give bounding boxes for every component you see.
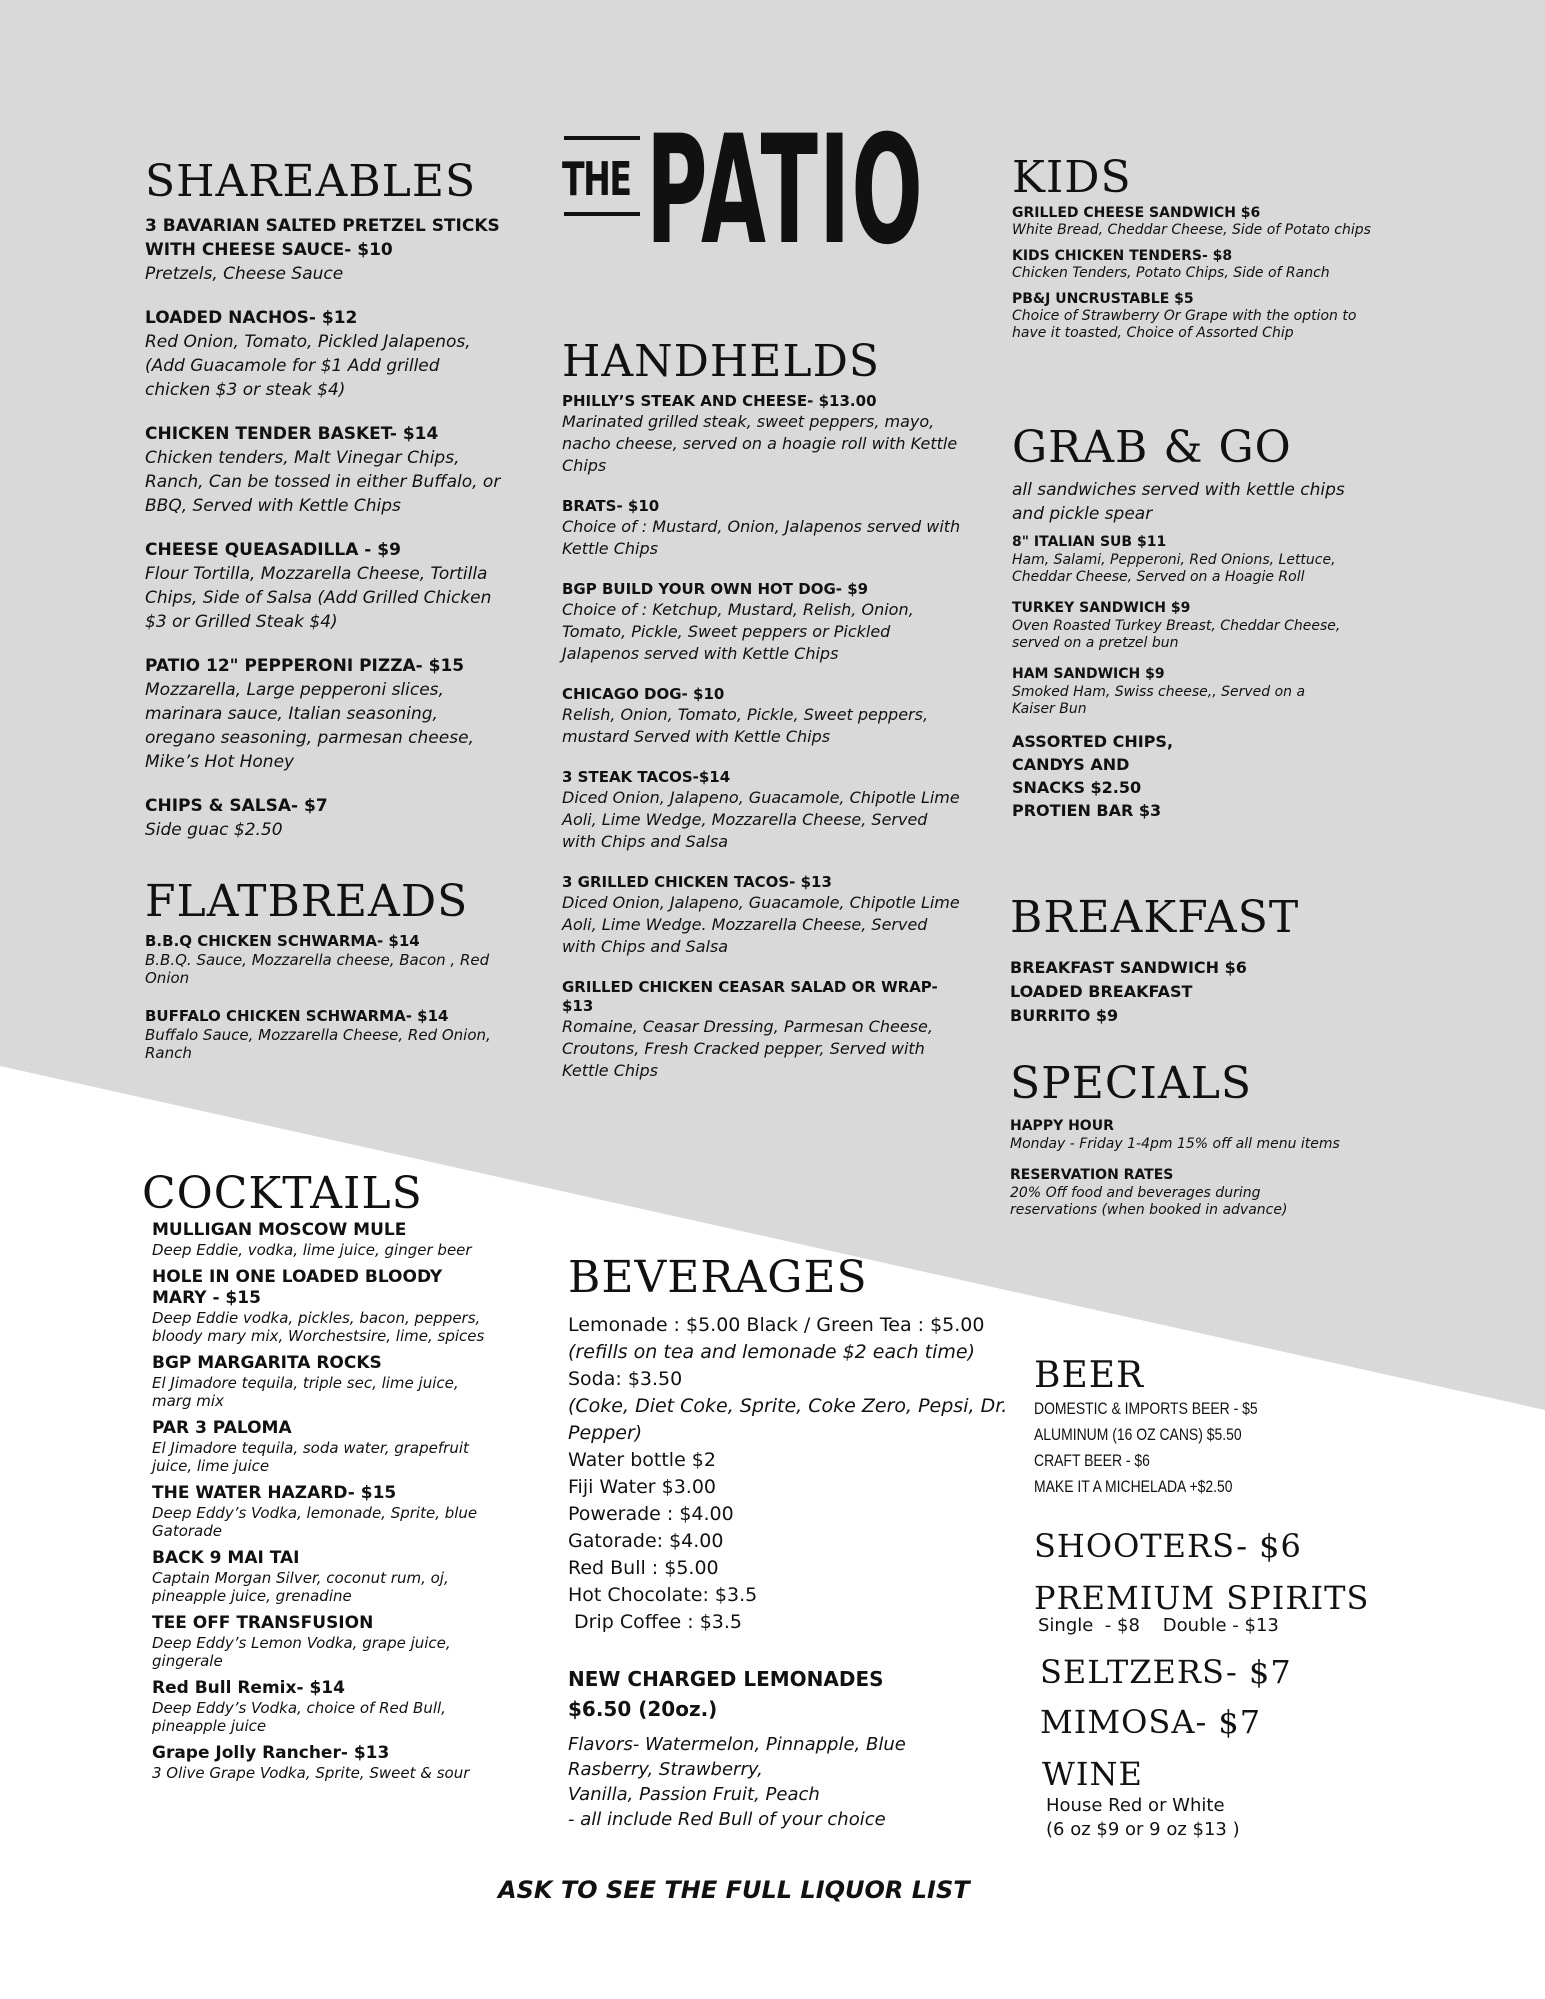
handhelds-item-title: 3 STEAK TACOS-$14 [562,768,731,786]
handhelds-list [562,392,962,1082]
cocktails-item-desc: El Jimadore tequila, triple sec, lime juice, marg mix [152,1374,459,1410]
shareables-item-title: PATIO 12" PEPPERONI PIZZA- $15 [145,656,465,676]
specials-item [1010,1116,1350,1153]
breakfast-line: BREAKFAST SANDWICH $6 [1010,958,1247,977]
seltzers-heading: SELTZERS- $7 [1040,1653,1292,1691]
flatbreads-item [145,932,525,987]
shareables-heading: SHAREABLES [145,156,477,207]
shareables-item-desc: Chicken tenders, Malt Vinegar Chips, Ranch, Can be tossed in either Buffalo, or BBQ, Served with Kettle Chips [145,448,501,516]
shareables-item [145,538,505,634]
shareables-item-desc: Red Onion, Tomato, Pickled Jalapenos, (Add Guacamole for $1 Add grilled chicken $3 or steak $4) [145,332,471,400]
wine-heading: WINE [1042,1755,1143,1793]
handhelds-item [562,580,962,665]
cocktails-item-title: TEE OFF TRANSFUSION [152,1613,374,1633]
beverage-line: Hot Chocolate: $3.5 [568,1584,758,1606]
grab-go-snack-line: PROTIEN BAR $3 [1012,801,1162,820]
beverage-line: Gatorade: $4.00 [568,1530,724,1552]
grab-go-item-desc: Ham, Salami, Pepperoni, Red Onions, Lettuce, Cheddar Cheese, Served on a Hoagie Roll [1012,552,1336,585]
grab-go-section [1012,422,1352,822]
shareables-item [145,422,505,518]
beer-line: DOMESTIC & IMPORTS BEER - $5 [1034,1399,1258,1418]
premium-spirits-heading: PREMIUM SPIRITS [1034,1579,1370,1617]
kids-item-desc: White Bread, Cheddar Cheese, Side of Potato chips [1012,222,1371,238]
cocktails-item-desc: El Jimadore tequila, soda water, grapefruit juice, lime juice [152,1439,469,1475]
beverage-line: Water bottle $2 [568,1449,716,1471]
flatbreads-section [145,876,525,1082]
specials-item [1010,1165,1350,1219]
shareables-item-title: CHEESE QUEASADILLA - $9 [145,540,401,560]
beer-line: MAKE IT A MICHELADA +$2.50 [1034,1477,1233,1496]
grab-go-item-title: HAM SANDWICH $9 [1012,666,1165,682]
flatbreads-item-title: B.B.Q CHICKEN SCHWARMA- $14 [145,932,420,950]
cocktails-item [152,1548,502,1605]
cocktails-item-title: PAR 3 PALOMA [152,1418,292,1438]
cocktails-item [152,1483,502,1540]
premium-spirits-prices: Single - $8 Double - $13 [1038,1615,1279,1636]
beer-line: CRAFT BEER - $6 [1034,1451,1150,1470]
handhelds-item [562,768,962,853]
wine-desc-2: (6 oz $9 or 9 oz $13 ) [1046,1819,1240,1840]
grab-go-item-title: TURKEY SANDWICH $9 [1012,600,1191,616]
kids-list [1012,204,1372,342]
flatbreads-list [145,932,525,1062]
shareables-item-desc: Flour Tortilla, Mozzarella Cheese, Tortilla Chips, Side of Salsa (Add Grilled Chicken $3 or Grilled Steak $4) [145,564,492,632]
grab-go-item-desc: Oven Roasted Turkey Breast, Cheddar Cheese, served on a pretzel bun [1012,618,1341,651]
flatbreads-item-title: BUFFALO CHICKEN SCHWARMA- $14 [145,1007,449,1025]
shareables-item-title: CHICKEN TENDER BASKET- $14 [145,424,439,444]
kids-item-title: GRILLED CHEESE SANDWICH $6 [1012,205,1261,221]
beverage-line: Drip Coffee : $3.5 [568,1611,743,1633]
cocktails-list [142,1220,502,1782]
beer-lines [1034,1396,1414,1500]
handhelds-heading: HANDHELDS [562,336,881,387]
handhelds-item [562,873,962,958]
beverage-line: Lemonade : $5.00 Black / Green Tea : $5.00 [568,1314,985,1336]
specials-list [1010,1116,1350,1219]
grab-go-item [1012,532,1352,586]
logo-bar-bottom [564,212,640,216]
charged-lemonades-title: NEW CHARGED LEMONADES $6.50 (20oz.) [568,1667,884,1721]
handhelds-item-title: PHILLY’S STEAK AND CHEESE- $13.00 [562,392,877,410]
cocktails-item [152,1267,502,1345]
beverage-line: Red Bull : $5.00 [568,1557,719,1579]
specials-item-desc: 20% Off food and beverages during reservations (when booked in advance) [1010,1185,1288,1218]
specials-item-title: RESERVATION RATES [1010,1167,1174,1183]
grab-go-item-title: 8" ITALIAN SUB $11 [1012,534,1167,550]
handhelds-section [562,336,962,1102]
grab-go-item-desc: Smoked Ham, Swiss cheese,, Served on a Kaiser Bun [1012,684,1306,717]
beer-line: ALUMINUM (16 OZ CANS) $5.50 [1034,1425,1242,1444]
handhelds-item-title: BRATS- $10 [562,497,660,515]
grab-go-intro: all sandwiches served with kettle chips and pickle spear [1012,480,1345,524]
cocktails-item-title: Grape Jolly Rancher- $13 [152,1743,390,1763]
cocktails-item-title: BACK 9 MAI TAI [152,1548,300,1568]
kids-item [1012,290,1372,342]
handhelds-item-desc: Diced Onion, Jalapeno, Guacamole, Chipotle Lime Aoli, Lime Wedge, Mozzarella Cheese, Served with Chips and Salsa [562,788,960,851]
flatbreads-item [145,1007,525,1062]
shareables-item [145,794,505,842]
specials-item-desc: Monday - Friday 1-4pm 15% off all menu items [1010,1136,1340,1152]
cocktails-heading: COCKTAILS [142,1168,423,1219]
handhelds-item-title: CHICAGO DOG- $10 [562,685,725,703]
charged-desc-line: Flavors- Watermelon, Pinnapple, Blue [568,1734,906,1755]
kids-section [1012,152,1372,350]
breakfast-heading: BREAKFAST [1010,892,1300,943]
beverage-line: Soda: $3.50 [568,1368,683,1390]
shareables-section [145,156,505,862]
shareables-item-title: 3 BAVARIAN SALTED PRETZEL STICKS WITH CHEESE SAUCE- $10 [145,216,500,260]
cocktails-item-title: BGP MARGARITA ROCKS [152,1353,382,1373]
breakfast-section [1010,892,1370,1028]
grab-go-snack-line: SNACKS $2.50 [1012,778,1142,797]
cocktails-item [152,1418,502,1475]
shareables-item-title: CHIPS & SALSA- $7 [145,796,328,816]
grab-go-snack-line: CANDYS AND [1012,755,1130,774]
beverage-line: (refills on tea and lemonade $2 each time) [568,1341,975,1363]
cocktails-item-desc: Deep Eddy’s Vodka, lemonade, Sprite, blue Gatorade [152,1504,478,1540]
cocktails-item [152,1220,502,1259]
kids-item-title: KIDS CHICKEN TENDERS- $8 [1012,248,1233,264]
logo-bar-top [564,136,640,140]
specials-section [1010,1058,1350,1231]
shareables-item [145,306,505,402]
flatbreads-item-desc: Buffalo Sauce, Mozzarella Cheese, Red Onion, Ranch [145,1026,491,1062]
grab-go-heading: GRAB & GO [1012,422,1292,473]
handhelds-item [562,497,962,560]
cocktails-item-title: THE WATER HAZARD- $15 [152,1483,397,1503]
kids-item-desc: Chicken Tenders, Potato Chips, Side of Ranch [1012,265,1330,281]
kids-item-title: PB&J UNCRUSTABLE $5 [1012,291,1194,307]
charged-desc-line: - all include Red Bull of your choice [568,1809,886,1830]
cocktails-item [152,1743,502,1782]
footer-liquor-list: ASK TO SEE THE FULL LIQUOR LIST [498,1876,970,1904]
shareables-item-title: LOADED NACHOS- $12 [145,308,358,328]
shareables-list [145,214,505,842]
beverage-line: Fiji Water $3.00 [568,1476,717,1498]
grab-go-snack-line: ASSORTED CHIPS, [1012,732,1174,751]
handhelds-item [562,392,962,477]
handhelds-item-title: BGP BUILD YOUR OWN HOT DOG- $9 [562,580,869,598]
right-drinks-section [1034,1527,1434,1842]
specials-item-title: HAPPY HOUR [1010,1118,1114,1134]
kids-item [1012,204,1372,239]
handhelds-item-desc: Marinated grilled steak, sweet peppers, mayo, nacho cheese, served on a hoagie roll with Kettle Chips [562,412,958,475]
specials-heading: SPECIALS [1010,1058,1253,1109]
beverages-lines [568,1312,1014,1636]
handhelds-item-desc: Choice of : Mustard, Onion, Jalapenos served with Kettle Chips [562,517,961,558]
cocktails-item [152,1678,502,1735]
grab-go-snacks [1012,730,1352,822]
cocktails-item-desc: Captain Morgan Silver, coconut rum, oj, pineapple juice, grenadine [152,1569,449,1605]
handhelds-item [562,978,962,1082]
shooters-heading: SHOOTERS- $6 [1034,1527,1302,1565]
breakfast-lines [1010,956,1370,1028]
handhelds-item-title: GRILLED CHICKEN CEASAR SALAD OR WRAP- $13 [562,978,938,1015]
grab-go-list [1012,532,1352,718]
beer-heading: BEER [1034,1355,1145,1396]
logo-patio: PATIO [646,104,924,278]
handhelds-item-desc: Relish, Onion, Tomato, Pickle, Sweet peppers, mustard Served with Kettle Chips [562,705,929,746]
beer-section [1034,1355,1414,1500]
handhelds-item [562,685,962,748]
charged-desc-line: Vanilla, Passion Fruit, Peach [568,1784,820,1805]
cocktails-item [152,1613,502,1670]
logo-the: THE [562,152,631,206]
shareables-item [145,214,505,286]
handhelds-item-desc: Choice of : Ketchup, Mustard, Relish, Onion, Tomato, Pickle, Sweet peppers or Pickled Jalapenos served with Kettle Chips [562,600,914,663]
kids-item-desc: Choice of Strawberry Or Grape with the option to have it toasted, Choice of Assorted Chip [1012,308,1357,341]
cocktails-item-desc: Deep Eddie vodka, pickles, bacon, peppers, bloody mary mix, Worchestsire, lime, spices [152,1309,485,1345]
beverages-section [568,1252,1014,1832]
grab-go-item [1012,664,1352,718]
beverage-line: (Coke, Diet Coke, Sprite, Coke Zero, Pepsi, Dr. Pepper) [568,1395,1014,1444]
breakfast-line: BURRITO $9 [1010,1006,1119,1025]
cocktails-item-desc: Deep Eddy’s Lemon Vodka, grape juice, gingerale [152,1634,451,1670]
beverages-heading: BEVERAGES [568,1252,868,1303]
shareables-item-desc: Mozzarella, Large pepperoni slices, marinara sauce, Italian seasoning, oregano seasoning, parmesan cheese, Mike’s Hot Honey [145,680,474,772]
kids-item [1012,247,1372,282]
logo [562,104,924,278]
shareables-item-desc: Pretzels, Cheese Sauce [145,264,344,284]
mimosa-heading: MIMOSA- $7 [1040,1703,1262,1741]
kids-heading: KIDS [1012,152,1132,203]
beverage-line: Powerade : $4.00 [568,1503,734,1525]
flatbreads-heading: FLATBREADS [145,876,469,927]
cocktails-item-title: Red Bull Remix- $14 [152,1678,345,1698]
wine-desc-1: House Red or White [1046,1795,1225,1816]
flatbreads-item-desc: B.B.Q. Sauce, Mozzarella cheese, Bacon , Red Onion [145,951,490,987]
shareables-item-desc: Side guac $2.50 [145,820,283,840]
cocktails-item-title: MULLIGAN MOSCOW MULE [152,1220,407,1240]
handhelds-item-desc: Diced Onion, Jalapeno, Guacamole, Chipotle Lime Aoli, Lime Wedge. Mozzarella Cheese, Served with Chips and Salsa [562,893,960,956]
handhelds-item-desc: Romaine, Ceasar Dressing, Parmesan Cheese, Croutons, Fresh Cracked pepper, Served with Kettle Chips [562,1017,933,1080]
cocktails-item [152,1353,502,1410]
shareables-item [145,654,505,774]
cocktails-item-title: HOLE IN ONE LOADED BLOODY MARY - $15 [152,1267,443,1308]
breakfast-line: LOADED BREAKFAST [1010,982,1193,1001]
grab-go-item [1012,598,1352,652]
cocktails-item-desc: Deep Eddie, vodka, lime juice, ginger beer [152,1241,472,1259]
handhelds-item-title: 3 GRILLED CHICKEN TACOS- $13 [562,873,832,891]
cocktails-item-desc: Deep Eddy’s Vodka, choice of Red Bull, pineapple juice [152,1699,446,1735]
cocktails-item-desc: 3 Olive Grape Vodka, Sprite, Sweet & sour [152,1764,470,1782]
cocktails-section [142,1168,502,1790]
charged-desc-line: Rasberry, Strawberry, [568,1759,763,1780]
charged-lemonades-desc [568,1732,1008,1832]
